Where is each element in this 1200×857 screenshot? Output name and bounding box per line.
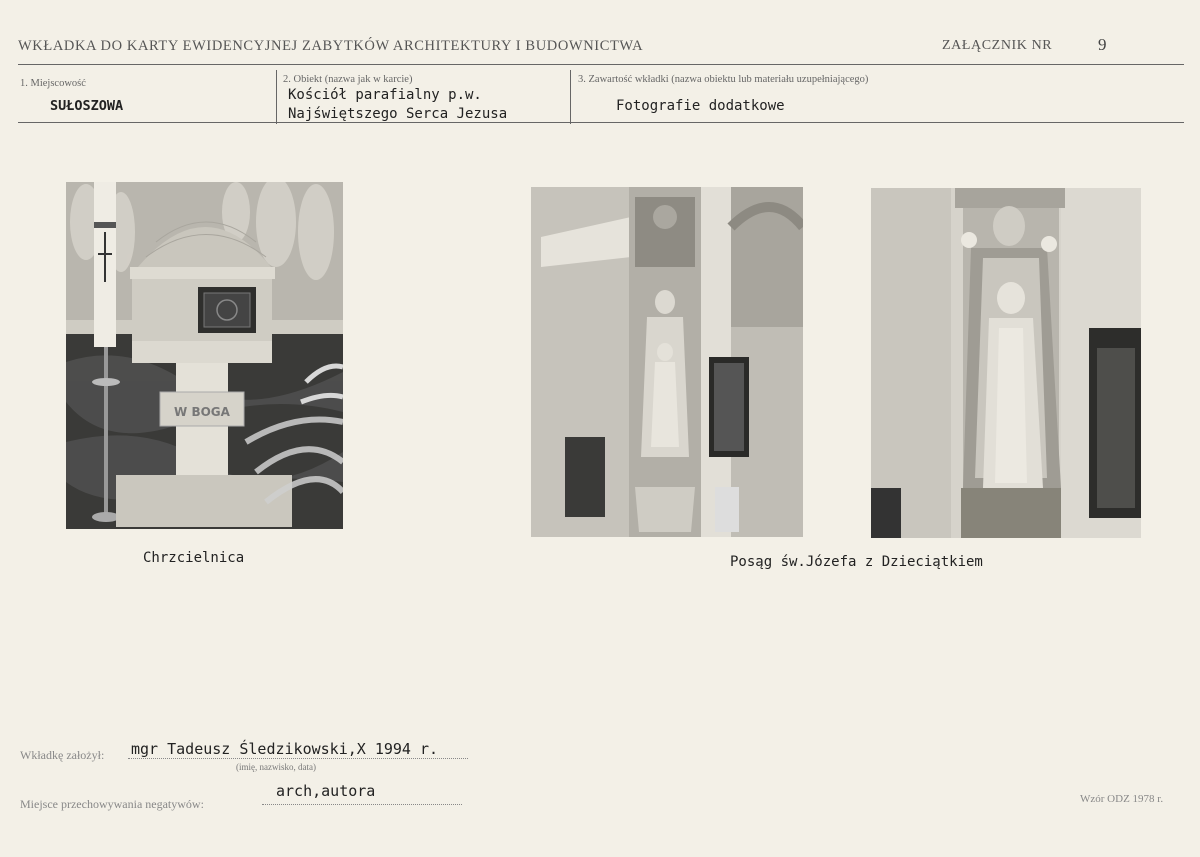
object-label: 2. Obiekt (nazwa jak w karcie): [283, 74, 413, 85]
form-title: WKŁADKA DO KARTY EWIDENCYJNEJ ZABYTKÓW ARCHITEKTURY I BUDOWNICTWA: [18, 38, 644, 54]
form-model: Wzór ODZ 1978 r.: [1080, 793, 1164, 805]
location-label: 1. Miejscowość: [20, 78, 86, 89]
created-by-line: [128, 758, 468, 759]
object-value-line2: Najświętszego Serca Jezusa: [288, 106, 508, 122]
annex-number: 9: [1098, 35, 1107, 54]
field-divider-1: [276, 70, 277, 124]
caption-statue: Posąg św.Józefa z Dzieciątkiem: [730, 554, 983, 570]
content-label: 3. Zawartość wkładki (nazwa obiektu lub materiału uzupełniającego): [578, 74, 869, 85]
font-inscription: W BOGA: [174, 405, 230, 419]
photo-statue-closeup: [871, 188, 1141, 538]
header-rule-top: [18, 64, 1184, 65]
storage-value: arch,autora: [276, 782, 376, 800]
created-by-label: Wkładkę założył:: [20, 748, 105, 762]
content-value: Fotografie dodatkowe: [616, 98, 785, 114]
storage-label: Miejsce przechowywania negatywów:: [20, 797, 204, 811]
caption-baptismal-font: Chrzcielnica: [143, 550, 245, 566]
storage-line: [262, 804, 462, 805]
header-rule-bottom: [18, 122, 1184, 123]
photo-baptismal-font: [66, 182, 343, 529]
annex-label: ZAŁĄCZNIK NR: [942, 38, 1053, 53]
object-value-line1: Kościół parafialny p.w.: [288, 87, 482, 103]
created-by-hint: (imię, nazwisko, data): [236, 762, 316, 772]
field-divider-2: [570, 70, 571, 124]
photo-statue-wide: [531, 187, 803, 537]
created-by-value: mgr Tadeusz Śledzikowski,X 1994 r.: [131, 740, 439, 758]
location-value: SUŁOSZOWA: [50, 98, 124, 114]
